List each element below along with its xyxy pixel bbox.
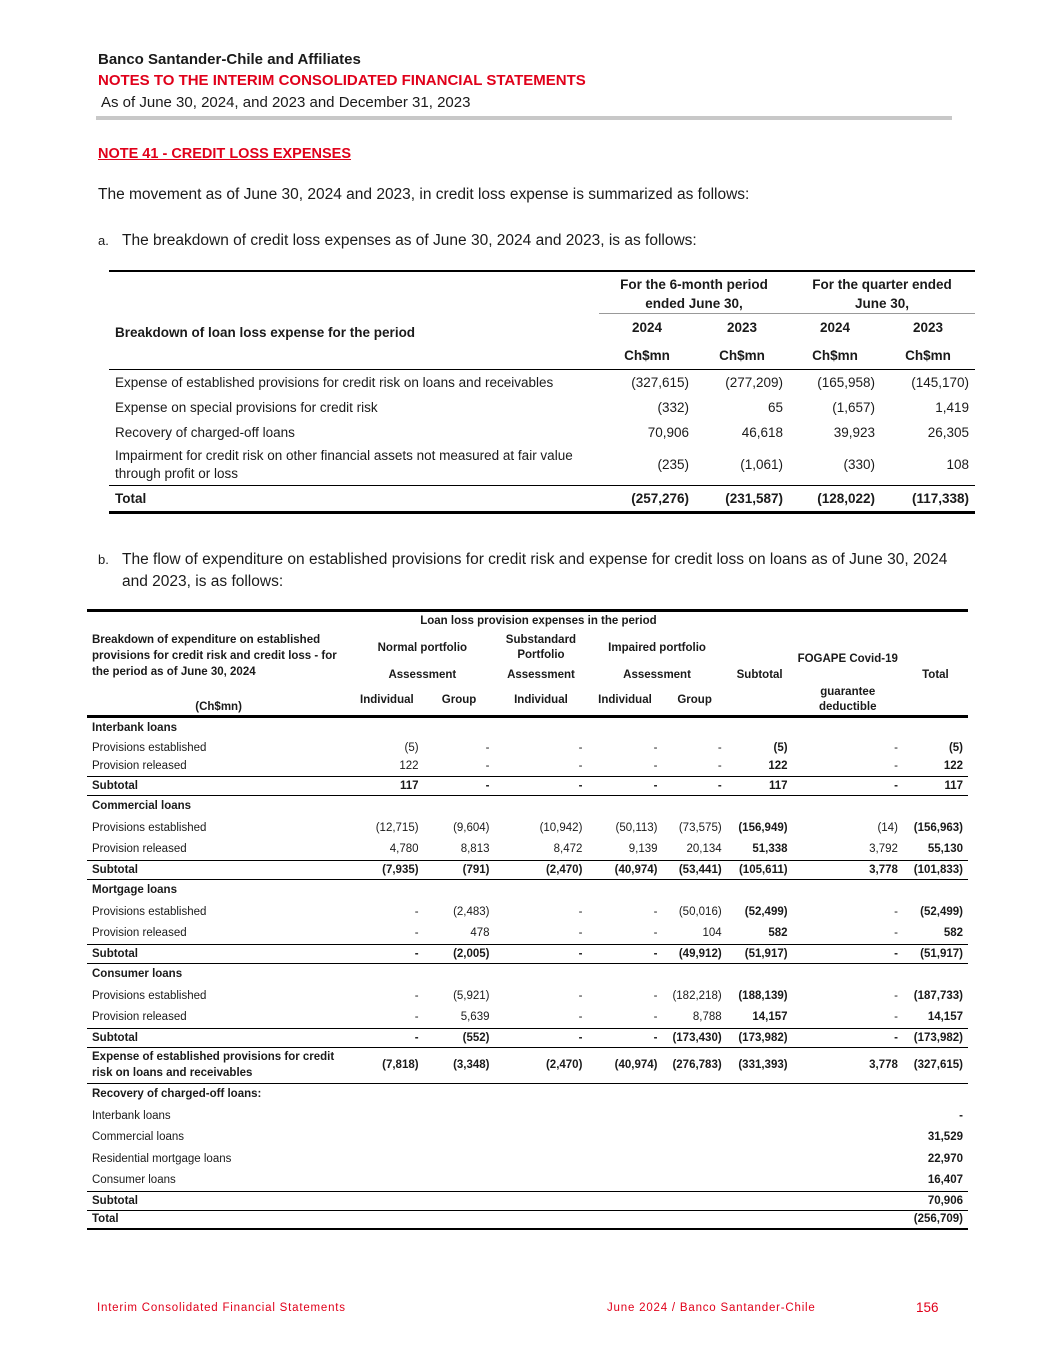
item-a-label: a. xyxy=(98,233,109,248)
cell: - xyxy=(653,927,658,939)
cell: (12,715) xyxy=(375,821,419,834)
cell: - xyxy=(495,776,588,795)
cell: 108 xyxy=(946,457,969,472)
cell: 46,618 xyxy=(741,424,783,440)
cell: (235) xyxy=(657,457,689,472)
cell: - xyxy=(894,1011,898,1023)
cell: (51,917) xyxy=(903,944,968,963)
cell: 65 xyxy=(767,399,783,415)
total-label: Total xyxy=(87,1210,350,1229)
cell: - xyxy=(350,944,423,963)
row-label: Provisions established xyxy=(92,989,207,1002)
subtotal-label: Subtotal xyxy=(87,776,350,795)
cell: 582 xyxy=(943,927,963,939)
cell: - xyxy=(578,927,583,939)
cell: 16,407 xyxy=(927,1174,963,1186)
total-label: Total xyxy=(109,485,599,512)
table-b-row-header: Breakdown of expenditure on established provisions for credit risk and credit loss - for the period as of June 30, 2024 xyxy=(87,611,350,685)
cell: 8,788 xyxy=(692,1011,722,1023)
document-header xyxy=(98,50,953,114)
row-label: Expense of established provisions for credit risk on loans and receivables xyxy=(115,374,554,390)
cell: (5) xyxy=(404,741,419,754)
row-label: Provisions established xyxy=(92,821,207,834)
cell: 117 xyxy=(903,776,968,795)
cell: (327,615) xyxy=(631,374,689,390)
subtotal-row xyxy=(87,1191,968,1210)
notes-title: NOTES TO THE INTERIM CONSOLIDATED FINANCIAL STATEMENTS xyxy=(98,72,586,89)
cell: (277,209) xyxy=(725,374,783,390)
cell: 122 xyxy=(399,760,419,773)
cell: (2,470) xyxy=(495,860,588,879)
cell: - xyxy=(653,741,658,754)
row-label: Provisions established xyxy=(92,741,207,754)
cell: - xyxy=(793,1028,903,1047)
cell: 70,906 xyxy=(647,424,689,440)
item-b xyxy=(98,549,968,593)
cell: - xyxy=(653,1011,658,1023)
cell: - xyxy=(587,1028,662,1047)
cell: (40,974) xyxy=(587,1047,662,1083)
cell: - xyxy=(495,944,588,963)
cell: (49,912) xyxy=(663,944,727,963)
cell: (2,005) xyxy=(424,944,495,963)
row-label: Provision released xyxy=(92,843,187,855)
table-row xyxy=(109,445,975,486)
row-label: Provision released xyxy=(92,927,187,939)
group-header: Group xyxy=(424,685,495,717)
cell: (332) xyxy=(657,399,689,415)
unit-label: (Ch$mn) xyxy=(87,685,350,717)
subtotal-row xyxy=(87,860,968,879)
table-row xyxy=(87,839,968,861)
cell: 26,305 xyxy=(927,424,969,440)
cell: 3,778 xyxy=(793,860,903,879)
row-label: Consumer loans xyxy=(92,1174,176,1186)
cell: - xyxy=(653,905,658,918)
individual-header: Individual xyxy=(495,685,588,717)
cell: 104 xyxy=(702,927,722,939)
cell: (2,483) xyxy=(453,905,490,918)
table-row xyxy=(87,817,968,839)
loan-loss-breakdown-table xyxy=(109,270,975,514)
cell: - xyxy=(424,776,495,795)
cell: (50,016) xyxy=(678,905,722,918)
cell: (3,348) xyxy=(424,1047,495,1083)
cell: 582 xyxy=(768,927,788,939)
cell: (1,657) xyxy=(832,399,875,415)
row-label: Expense on special provisions for credit risk xyxy=(115,399,378,415)
table-b-super-header: Loan loss provision expenses in the period xyxy=(350,611,727,631)
cell: (327,615) xyxy=(903,1047,968,1083)
cell: - xyxy=(414,927,419,939)
cell: 8,813 xyxy=(460,843,490,855)
table-row xyxy=(87,738,968,757)
cell: (173,430) xyxy=(663,1028,727,1047)
table-row xyxy=(109,370,975,395)
header-divider xyxy=(96,116,952,120)
cell: 4,780 xyxy=(389,843,419,855)
cell: (231,587) xyxy=(695,485,789,512)
cell: (791) xyxy=(424,860,495,879)
cell: - xyxy=(894,760,898,773)
cell: (105,611) xyxy=(727,860,793,879)
section-title: Mortgage loans xyxy=(92,884,177,897)
section-title: Interbank loans xyxy=(92,721,177,734)
cell: - xyxy=(578,905,583,918)
table-row xyxy=(87,757,968,776)
table-row xyxy=(87,1127,968,1149)
total-row xyxy=(109,485,975,512)
grand-total-row xyxy=(87,1210,968,1229)
table-a-year: 2024 xyxy=(631,320,663,336)
assessment-header: Assessment xyxy=(507,668,575,681)
cell: - xyxy=(894,927,898,939)
cell: - xyxy=(653,989,658,1002)
section-title: Recovery of charged-off loans: xyxy=(92,1088,262,1101)
subtotal-row xyxy=(87,776,968,795)
cell: 478 xyxy=(470,927,490,939)
cell: - xyxy=(587,944,662,963)
cell: (330) xyxy=(843,457,875,472)
row-label: Expense of established provisions for credit risk on loans and receivables xyxy=(87,1047,350,1083)
cell: - xyxy=(578,1011,583,1023)
cell: (1,061) xyxy=(740,457,783,472)
subtotal-label: Subtotal xyxy=(87,944,350,963)
cell: 14,157 xyxy=(752,1011,788,1023)
cell: (10,942) xyxy=(539,821,583,834)
cell: 39,923 xyxy=(833,424,875,440)
cell: (51,917) xyxy=(727,944,793,963)
item-b-text: The flow of expenditure on established provisions for credit risk and expense for credit loss on loans as of June 30, 2024 and 2023, is as follows: xyxy=(122,551,948,590)
cell: 22,970 xyxy=(927,1152,963,1165)
company-name: Banco Santander-Chile and Affiliates xyxy=(98,51,361,68)
row-label: Impairment for credit risk on other financial assets not measured at fair value through profit or loss xyxy=(115,447,573,481)
row-label: Commercial loans xyxy=(92,1131,185,1144)
total-col-header: Total xyxy=(922,668,949,681)
table-a-unit: Ch$mn xyxy=(599,342,695,370)
cell: (5,921) xyxy=(453,989,490,1002)
cell: - xyxy=(578,760,583,773)
as-of-date: As of June 30, 2024, and 2023 and December 31, 2023 xyxy=(101,94,471,111)
cell: (2,470) xyxy=(495,1047,588,1083)
row-label: Recovery of charged-off loans xyxy=(115,424,295,440)
cell: (173,982) xyxy=(903,1028,968,1047)
cell: (73,575) xyxy=(678,821,722,834)
guarantee-header: guarantee deductible xyxy=(793,685,903,717)
subtotal-row xyxy=(87,944,968,963)
row-label: Provision released xyxy=(92,1011,187,1023)
section-title: Consumer loans xyxy=(92,968,183,981)
fogape-header: FOGAPE Covid-19 xyxy=(797,652,898,665)
impaired-header: Impaired portfolio xyxy=(608,641,706,654)
page-number: 156 xyxy=(916,1300,939,1315)
cell: (117,338) xyxy=(881,485,975,512)
table-row xyxy=(87,901,968,923)
row-label: Provision released xyxy=(92,760,187,773)
cell: (187,733) xyxy=(913,989,963,1002)
footer-left: Interim Consolidated Financial Statements xyxy=(97,1302,346,1314)
cell: (50,113) xyxy=(615,821,658,834)
cell: - xyxy=(793,776,903,795)
cell: 117 xyxy=(350,776,423,795)
cell: (101,833) xyxy=(903,860,968,879)
cell: - xyxy=(414,905,419,918)
cell: (52,499) xyxy=(744,905,788,918)
table-row xyxy=(87,985,968,1007)
cell: - xyxy=(485,741,490,754)
cell: - xyxy=(894,989,898,1002)
cell: - xyxy=(717,741,722,754)
cell: (5) xyxy=(773,741,788,754)
assessment-header: Assessment xyxy=(623,668,691,681)
cell: - xyxy=(350,1028,423,1047)
cell: (256,709) xyxy=(903,1210,968,1229)
cell: (165,958) xyxy=(817,374,875,390)
table-a-group-6month: For the 6-month period ended June 30, xyxy=(599,271,789,314)
assessment-header: Assessment xyxy=(388,668,457,681)
table-row xyxy=(87,923,968,945)
cell: (5) xyxy=(948,741,963,754)
intro-paragraph: The movement as of June 30, 2024 and 2023, in credit loss expense is summarized as follows: xyxy=(98,186,750,203)
cell: (145,170) xyxy=(911,374,969,390)
cell: - xyxy=(578,741,583,754)
cell: (7,818) xyxy=(350,1047,423,1083)
substandard-header: Substandard Portfolio xyxy=(505,633,577,661)
footer-middle: June 2024 / Banco Santander-Chile xyxy=(607,1302,816,1314)
subtotal-label: Subtotal xyxy=(87,1028,350,1047)
individual-header: Individual xyxy=(350,685,423,717)
table-row xyxy=(87,1170,968,1192)
cell: 55,130 xyxy=(927,843,963,855)
table-a-unit: Ch$mn xyxy=(695,342,789,370)
cell: (331,393) xyxy=(727,1047,793,1083)
cell: - xyxy=(793,944,903,963)
note-title: NOTE 41 - CREDIT LOSS EXPENSES xyxy=(98,146,351,162)
row-label: Provisions established xyxy=(92,905,207,918)
cell: 14,157 xyxy=(927,1011,963,1023)
cell: - xyxy=(587,776,662,795)
cell: 3,792 xyxy=(869,843,898,855)
cell: (52,499) xyxy=(920,905,963,918)
cell: - xyxy=(959,1109,963,1122)
cell: 8,472 xyxy=(553,843,583,855)
item-a-text: The breakdown of credit loss expenses as of June 30, 2024 and 2023, is as follows: xyxy=(122,232,697,249)
cell: 70,906 xyxy=(903,1191,968,1210)
table-row xyxy=(87,1007,968,1029)
table-a-row-header: Breakdown of loan loss expense for the period xyxy=(109,271,599,342)
item-a xyxy=(98,230,697,252)
cell: (9,604) xyxy=(453,821,490,834)
cell: (128,022) xyxy=(789,485,881,512)
provision-flow-table xyxy=(87,609,968,1230)
cell: - xyxy=(663,776,727,795)
subtotal-col-header: Subtotal xyxy=(736,668,783,681)
cell: - xyxy=(414,1011,419,1023)
table-row xyxy=(109,420,975,445)
table-row xyxy=(109,395,975,420)
cell: - xyxy=(485,760,490,773)
cell: (14) xyxy=(877,821,898,834)
cell: - xyxy=(495,1028,588,1047)
cell: 5,639 xyxy=(460,1011,490,1023)
cell: 9,139 xyxy=(628,843,658,855)
cell: 122 xyxy=(943,760,963,773)
section-title: Commercial loans xyxy=(92,800,192,813)
expense-total-row xyxy=(87,1047,968,1083)
cell: (40,974) xyxy=(587,860,662,879)
cell: 1,419 xyxy=(935,399,969,415)
table-row xyxy=(87,1105,968,1127)
cell: (173,982) xyxy=(727,1028,793,1047)
individual-header: Individual xyxy=(587,685,662,717)
row-label: Residential mortgage loans xyxy=(92,1152,232,1165)
table-a-year: 2024 xyxy=(819,320,851,336)
cell: 122 xyxy=(768,760,788,773)
cell: (7,935) xyxy=(350,860,423,879)
cell: (188,139) xyxy=(738,989,788,1002)
cell: (552) xyxy=(424,1028,495,1047)
table-a-unit: Ch$mn xyxy=(789,342,881,370)
cell: - xyxy=(894,905,898,918)
table-a-year: 2023 xyxy=(912,320,944,336)
normal-portfolio-header: Normal portfolio xyxy=(377,641,468,654)
group-header: Group xyxy=(663,685,727,717)
cell: 117 xyxy=(727,776,793,795)
cell: (156,963) xyxy=(913,821,963,834)
table-a-year: 2023 xyxy=(726,320,758,336)
cell: (53,441) xyxy=(663,860,727,879)
subtotal-row xyxy=(87,1028,968,1047)
row-label: Interbank loans xyxy=(92,1109,171,1122)
cell: 31,529 xyxy=(927,1131,963,1144)
cell: (156,949) xyxy=(738,821,788,834)
cell: 51,338 xyxy=(752,843,788,855)
cell: - xyxy=(717,760,722,773)
cell: - xyxy=(414,989,419,1002)
cell: 20,134 xyxy=(686,843,722,855)
table-a-group-quarter: For the quarter ended June 30, xyxy=(789,271,975,314)
cell: - xyxy=(578,989,583,1002)
table-row xyxy=(87,1148,968,1170)
cell: (276,783) xyxy=(663,1047,727,1083)
table-a-unit: Ch$mn xyxy=(881,342,975,370)
cell: (182,218) xyxy=(672,989,722,1002)
subtotal-label: Subtotal xyxy=(87,1191,350,1210)
cell: - xyxy=(894,741,898,754)
cell: - xyxy=(653,760,658,773)
subtotal-label: Subtotal xyxy=(87,860,350,879)
cell: (257,276) xyxy=(599,485,695,512)
cell: 3,778 xyxy=(793,1047,903,1083)
item-b-label: b. xyxy=(98,552,109,567)
